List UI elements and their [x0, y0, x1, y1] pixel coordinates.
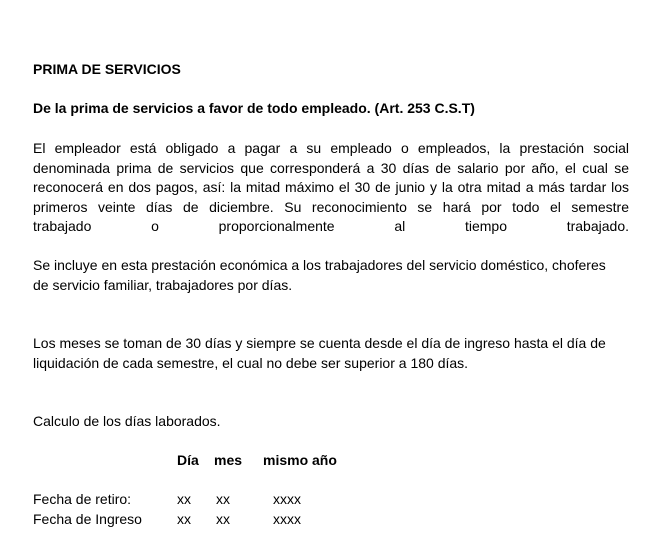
paragraph-1 — [33, 139, 629, 237]
column-header-day: Día — [177, 452, 199, 468]
row-label: Fecha de Ingreso — [33, 511, 142, 527]
row-label: Fecha de retiro: — [33, 491, 132, 507]
paragraph-3-line: liquidación de cada semestre, el cual no debe ser superior a 180 días. — [33, 354, 469, 371]
paragraph-1-line: denominada prima de servicios que corresponderá a 30 días de salario por año, el cual se — [33, 159, 629, 176]
subheading: De la prima de servicios a favor de todo empleado. (Art. 253 C.S.T) — [33, 100, 475, 116]
paragraph-1-line: trabajado o proporcionalmente al tiempo trabajado. — [33, 218, 629, 234]
paragraph-1-line: El empleador está obligado a pagar a su empleado o empleados, la prestación social — [33, 140, 629, 156]
paragraph-2-line: de servicio familiar, trabajadores por días. — [33, 276, 293, 293]
cell-year: xxxx — [273, 491, 301, 507]
cell-month: xx — [216, 491, 230, 507]
paragraph-2 — [33, 256, 629, 295]
column-header-month: mes — [214, 452, 243, 468]
paragraph-2-line: Se incluye en esta prestación económica a los trabajadores del servicio doméstico, choferes — [33, 257, 606, 273]
paragraph-1-line: reconocerá en dos pagos, así: la mitad máximo el 30 de junio y la otra mitad a más tardar los — [33, 179, 629, 195]
cell-day: xx — [177, 511, 191, 527]
paragraph-3 — [33, 334, 629, 373]
calc-title: Calculo de los días laborados. — [33, 413, 221, 429]
column-header-year: mismo año — [263, 452, 337, 468]
heading: PRIMA DE SERVICIOS — [33, 61, 181, 77]
paragraph-3-line: Los meses se toman de 30 días y siempre se cuenta desde el día de ingreso hasta el día de — [33, 335, 606, 351]
cell-day: xx — [177, 491, 191, 507]
paragraph-1-line: primeros veinte días de diciembre. Su reconocimiento se hará por todo el semestre — [33, 198, 629, 215]
cell-month: xx — [216, 511, 230, 527]
cell-year: xxxx — [273, 511, 301, 527]
